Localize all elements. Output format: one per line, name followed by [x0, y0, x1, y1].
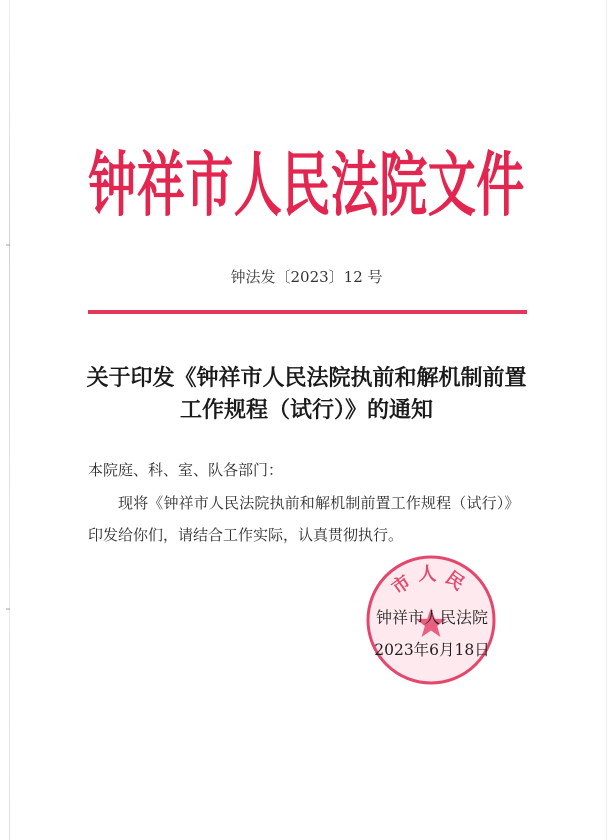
body-paragraph-line-1: 现将《钟祥市人民法院执前和解机制前置工作规程（试行）》 [118, 494, 520, 512]
addressee-line: 本院庭、科、室、队各部门： [88, 461, 284, 479]
header-red-rule [88, 310, 527, 314]
notice-title-line-2: 工作规程（试行）》的通知 [179, 397, 433, 423]
seal-arc-text-path: 市人民 [388, 564, 474, 599]
notice-title-line-1: 关于印发《钟祥市人民法院执前和解机制前置 [86, 365, 527, 391]
scan-mark [6, 244, 10, 246]
issuer-signature: 钟祥市人民法院 [375, 608, 488, 627]
issue-date: 2023年6月18日 [374, 641, 490, 659]
scan-mark [6, 608, 10, 610]
document-number: 钟法发〔2023〕12 号 [230, 268, 383, 286]
document-header-title: 钟祥市人民法院文件 [88, 145, 525, 227]
body-paragraph-line-2: 印发给你们，请结合工作实际，认真贯彻执行。 [88, 526, 404, 544]
